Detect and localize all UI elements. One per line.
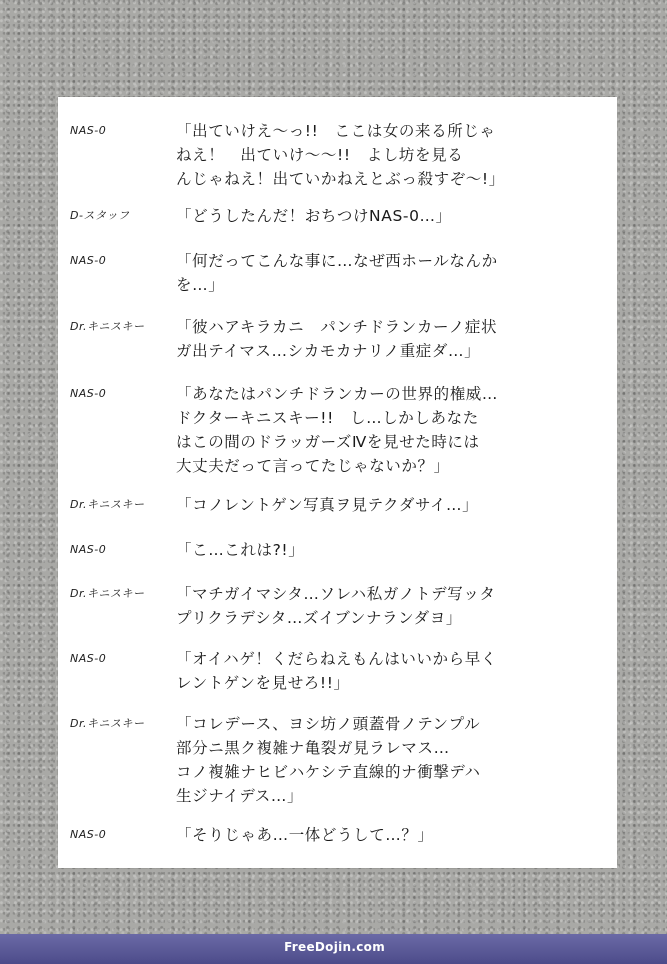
dialogue-line: 「彼ハアキラカニ パンチドランカーノ症状 xyxy=(176,318,498,336)
speaker-name: NAS-0 xyxy=(70,543,107,556)
site-footer-bar xyxy=(0,934,667,964)
speaker-name: NAS-0 xyxy=(70,828,107,841)
speaker-name: D-スタッフ xyxy=(70,209,130,222)
dialogue-line: 「オイハゲ！くだらねえもんはいいから早く xyxy=(176,650,497,668)
speaker-name: NAS-0 xyxy=(70,124,107,137)
speaker-name: NAS-0 xyxy=(70,652,107,665)
dialogue-line: 大丈夫だって言ってたじゃないか？」 xyxy=(176,457,450,475)
speaker-name: Dr.キニスキー xyxy=(70,717,145,730)
dialogue-line: ねえ！ 出ていけ〜〜!! よし坊を見る xyxy=(176,146,464,164)
dialogue-line: コノ複雑ナヒビハケシテ直線的ナ衝撃デハ xyxy=(176,763,481,781)
dialogue-line: 生ジナイデス…」 xyxy=(176,787,304,805)
speaker-name: Dr.キニスキー xyxy=(70,320,145,333)
dialogue-line: 「何だってこんな事に…なぜ西ホールなんか xyxy=(176,252,498,270)
dialogue-line: ガ出テイマス…シカモカナリノ重症ダ…」 xyxy=(176,342,481,360)
dialogue-line: 「あなたはパンチドランカーの世界的権威… xyxy=(176,385,499,403)
dialogue-line: 「マチガイマシタ…ソレハ私ガノトデ写ッタ xyxy=(176,585,496,603)
speaker-name: NAS-0 xyxy=(70,254,107,267)
dialogue-line: 部分ニ黒ク複雑ナ亀裂ガ見ラレマス… xyxy=(176,739,450,757)
dialogue-line: 「そりじゃあ…一体どうして…？」 xyxy=(176,826,434,844)
dialogue-line: はこの間のドラッガーズⅣを見せた時には xyxy=(176,433,480,451)
speaker-name: NAS-0 xyxy=(70,387,107,400)
speaker-name: Dr.キニスキー xyxy=(70,587,145,600)
dialogue-line: 「コレデース、ヨシ坊ノ頭蓋骨ノテンプル xyxy=(176,715,481,733)
dialogue-line: プリクラデシタ…ズイブンナランダヨ」 xyxy=(176,609,462,627)
dialogue-line: んじゃねえ！出ていかねえとぶっ殺すぞ〜!」 xyxy=(176,170,505,188)
speaker-name: Dr.キニスキー xyxy=(70,498,145,511)
dialogue-line: 「コノレントゲン写真ヲ見テクダサイ…」 xyxy=(176,496,479,514)
site-watermark: FreeDojin.com xyxy=(284,940,385,954)
dialogue-line: 「出ていけえ〜っ!! ここは女の来る所じゃ xyxy=(176,122,496,140)
script-page xyxy=(58,97,617,868)
dialogue-line: を…」 xyxy=(176,276,225,294)
dialogue-line: ドクターキニスキー!! し…しかしあなた xyxy=(176,409,479,427)
dialogue-line: 「どうしたんだ！おちつけNAS-0…」 xyxy=(176,207,452,225)
dialogue-line: レントゲンを見せろ!!」 xyxy=(176,674,350,692)
dialogue-line: 「こ…これは?!」 xyxy=(176,541,305,559)
